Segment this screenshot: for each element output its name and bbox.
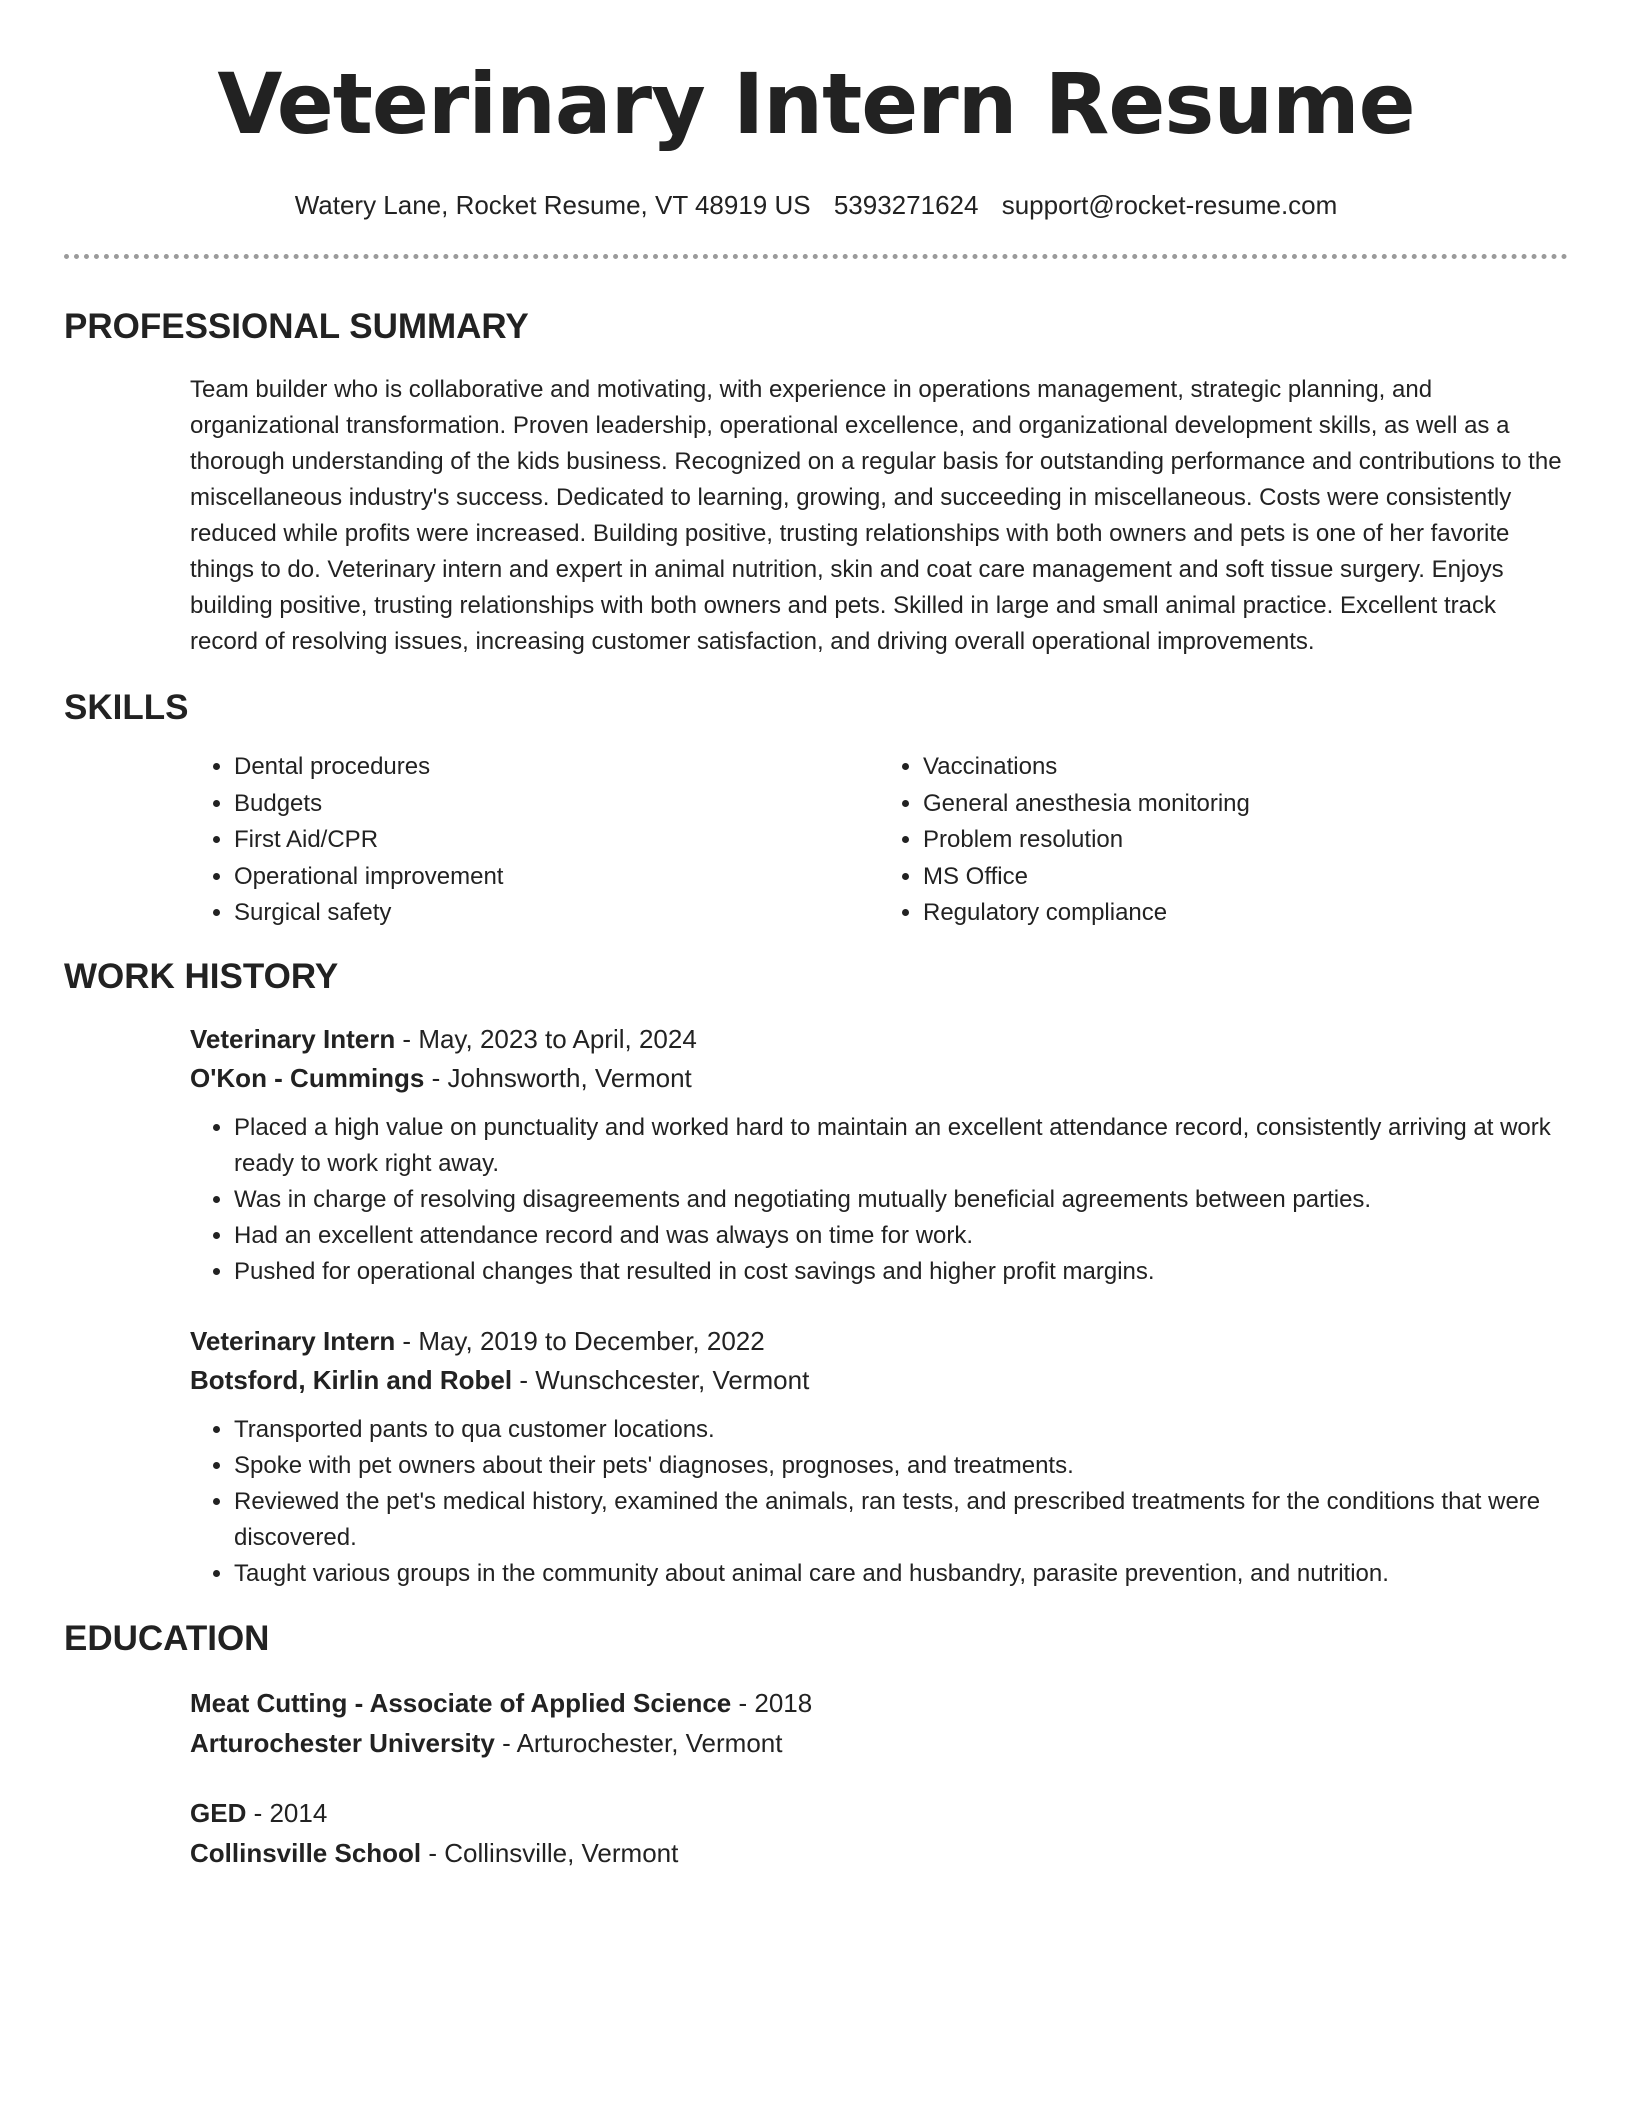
contact-info — [64, 190, 1568, 220]
skills-section — [64, 687, 1568, 932]
job-title-line: Veterinary Intern - May, 2023 to April, 2024 — [190, 1023, 697, 1054]
contact-email: support@rocket-resume.com — [1001, 190, 1338, 220]
job-bullet: • Taught various groups in the community about animal care and husbandry, parasite prevention, and nutrition. — [234, 1556, 1568, 1592]
section-heading-skills: SKILLS — [64, 688, 189, 727]
contact-address: Watery Lane, Rocket Resume, VT 48919 US — [294, 190, 811, 220]
job-bullets — [190, 1110, 1568, 1290]
job-bullet: • Transported pants to qua customer locations. — [234, 1412, 1568, 1448]
education-degree-line: GED - 2014 — [190, 1797, 328, 1828]
section-heading-summary: PROFESSIONAL SUMMARY — [64, 307, 529, 346]
job-bullets — [190, 1412, 1568, 1592]
skills-grid — [190, 749, 1568, 932]
skill-item: • Problem resolution — [923, 822, 1568, 859]
education-year: 2014 — [269, 1797, 328, 1828]
education-section — [64, 1618, 1568, 1873]
skill-item: • MS Office — [923, 859, 1568, 896]
skill-item: • First Aid/CPR — [234, 822, 879, 859]
job-company: Botsford, Kirlin and Robel — [190, 1364, 513, 1395]
skills-column-right — [879, 749, 1568, 932]
resume-title: Veterinary Intern Resume — [217, 55, 1415, 153]
education-location: Collinsville, Vermont — [444, 1837, 679, 1868]
education-degree-line: Meat Cutting - Associate of Applied Science - 2018 — [190, 1687, 813, 1718]
summary-text: Team builder who is collaborative and motivating, with experience in operations management, strategic planning, and organizational transformation. Proven leadership, operational excellence, and organizational development skills, as well as a thorough understanding of the kids business. Recognized on a regular basis for outstanding performance and contributions to the miscellaneous industry's success. Dedicated to learning, growing, and succeeding in miscellaneous. Costs were consistently reduced while profits were increased. Building positive, trusting relationships with both owners and pets is one of her favorite things to do. Veterinary intern and expert in animal nutrition, skin and coat care management and soft tissue surgery. Enjoys building positive, trusting relationships with both owners and pets. Skilled in large and small animal practice. Excellent track record of resolving issues, increasing customer satisfaction, and driving overall operational improvements. — [190, 376, 1562, 655]
section-heading-education: EDUCATION — [64, 1618, 270, 1658]
skill-item: • General anesthesia monitoring — [923, 786, 1568, 823]
work-history-section — [64, 956, 1568, 1592]
header-divider — [64, 254, 1568, 259]
job-bullet: • Reviewed the pet's medical history, examined the animals, ran tests, and prescribed treatments for the conditions that were discovered. — [234, 1484, 1568, 1556]
professional-summary-section — [64, 306, 1568, 660]
skill-item: • Dental procedures — [234, 749, 879, 786]
education-year: 2018 — [754, 1687, 813, 1718]
job-company-line: Botsford, Kirlin and Robel - Wunschcester, Vermont — [190, 1364, 810, 1395]
education-degree: GED — [190, 1797, 247, 1828]
skills-column-left — [190, 749, 879, 932]
skill-item: • Surgical safety — [234, 895, 879, 932]
education-school-line: Arturochester University - Arturochester, Vermont — [190, 1727, 783, 1758]
skill-item: • Regulatory compliance — [923, 895, 1568, 932]
job-location: Johnsworth, Vermont — [447, 1062, 692, 1093]
contact-phone: 5393271624 — [833, 190, 979, 220]
education-location: Arturochester, Vermont — [516, 1727, 783, 1758]
job-bullet: • Spoke with pet owners about their pets' diagnoses, prognoses, and treatments. — [234, 1448, 1568, 1484]
education-school: Collinsville School — [190, 1837, 422, 1868]
job-bullet: • Placed a high value on punctuality and worked hard to maintain an excellent attendance record, consistently arriving at work ready to work right away. — [234, 1110, 1568, 1182]
skill-item: • Operational improvement — [234, 859, 879, 896]
job-title: Veterinary Intern — [190, 1325, 396, 1356]
education-entry — [190, 1793, 1568, 1873]
skill-item: • Budgets — [234, 786, 879, 823]
education-school-line: Collinsville School - Collinsville, Vermont — [190, 1837, 679, 1868]
skill-item: • Vaccinations — [923, 749, 1568, 786]
job-bullet: • Was in charge of resolving disagreements and negotiating mutually beneficial agreements between parties. — [234, 1182, 1568, 1218]
job-title: Veterinary Intern — [190, 1023, 396, 1054]
job-dates: May, 2019 to December, 2022 — [418, 1325, 765, 1356]
job-bullet: • Had an excellent attendance record and was always on time for work. — [234, 1218, 1568, 1254]
job-company: O'Kon - Cummings — [190, 1062, 425, 1093]
education-entry — [190, 1683, 1568, 1763]
job-dates: May, 2023 to April, 2024 — [418, 1023, 697, 1054]
job-entry — [190, 1322, 1568, 1592]
job-title-line: Veterinary Intern - May, 2019 to December, 2022 — [190, 1325, 765, 1356]
job-location: Wunschcester, Vermont — [535, 1364, 810, 1395]
education-school: Arturochester University — [190, 1727, 495, 1758]
education-degree: Meat Cutting - Associate of Applied Science — [190, 1687, 732, 1718]
job-company-line: O'Kon - Cummings - Johnsworth, Vermont — [190, 1062, 692, 1093]
job-entry — [190, 1020, 1568, 1290]
section-heading-work: WORK HISTORY — [64, 956, 339, 996]
job-bullet: • Pushed for operational changes that resulted in cost savings and higher profit margins. — [234, 1254, 1568, 1290]
